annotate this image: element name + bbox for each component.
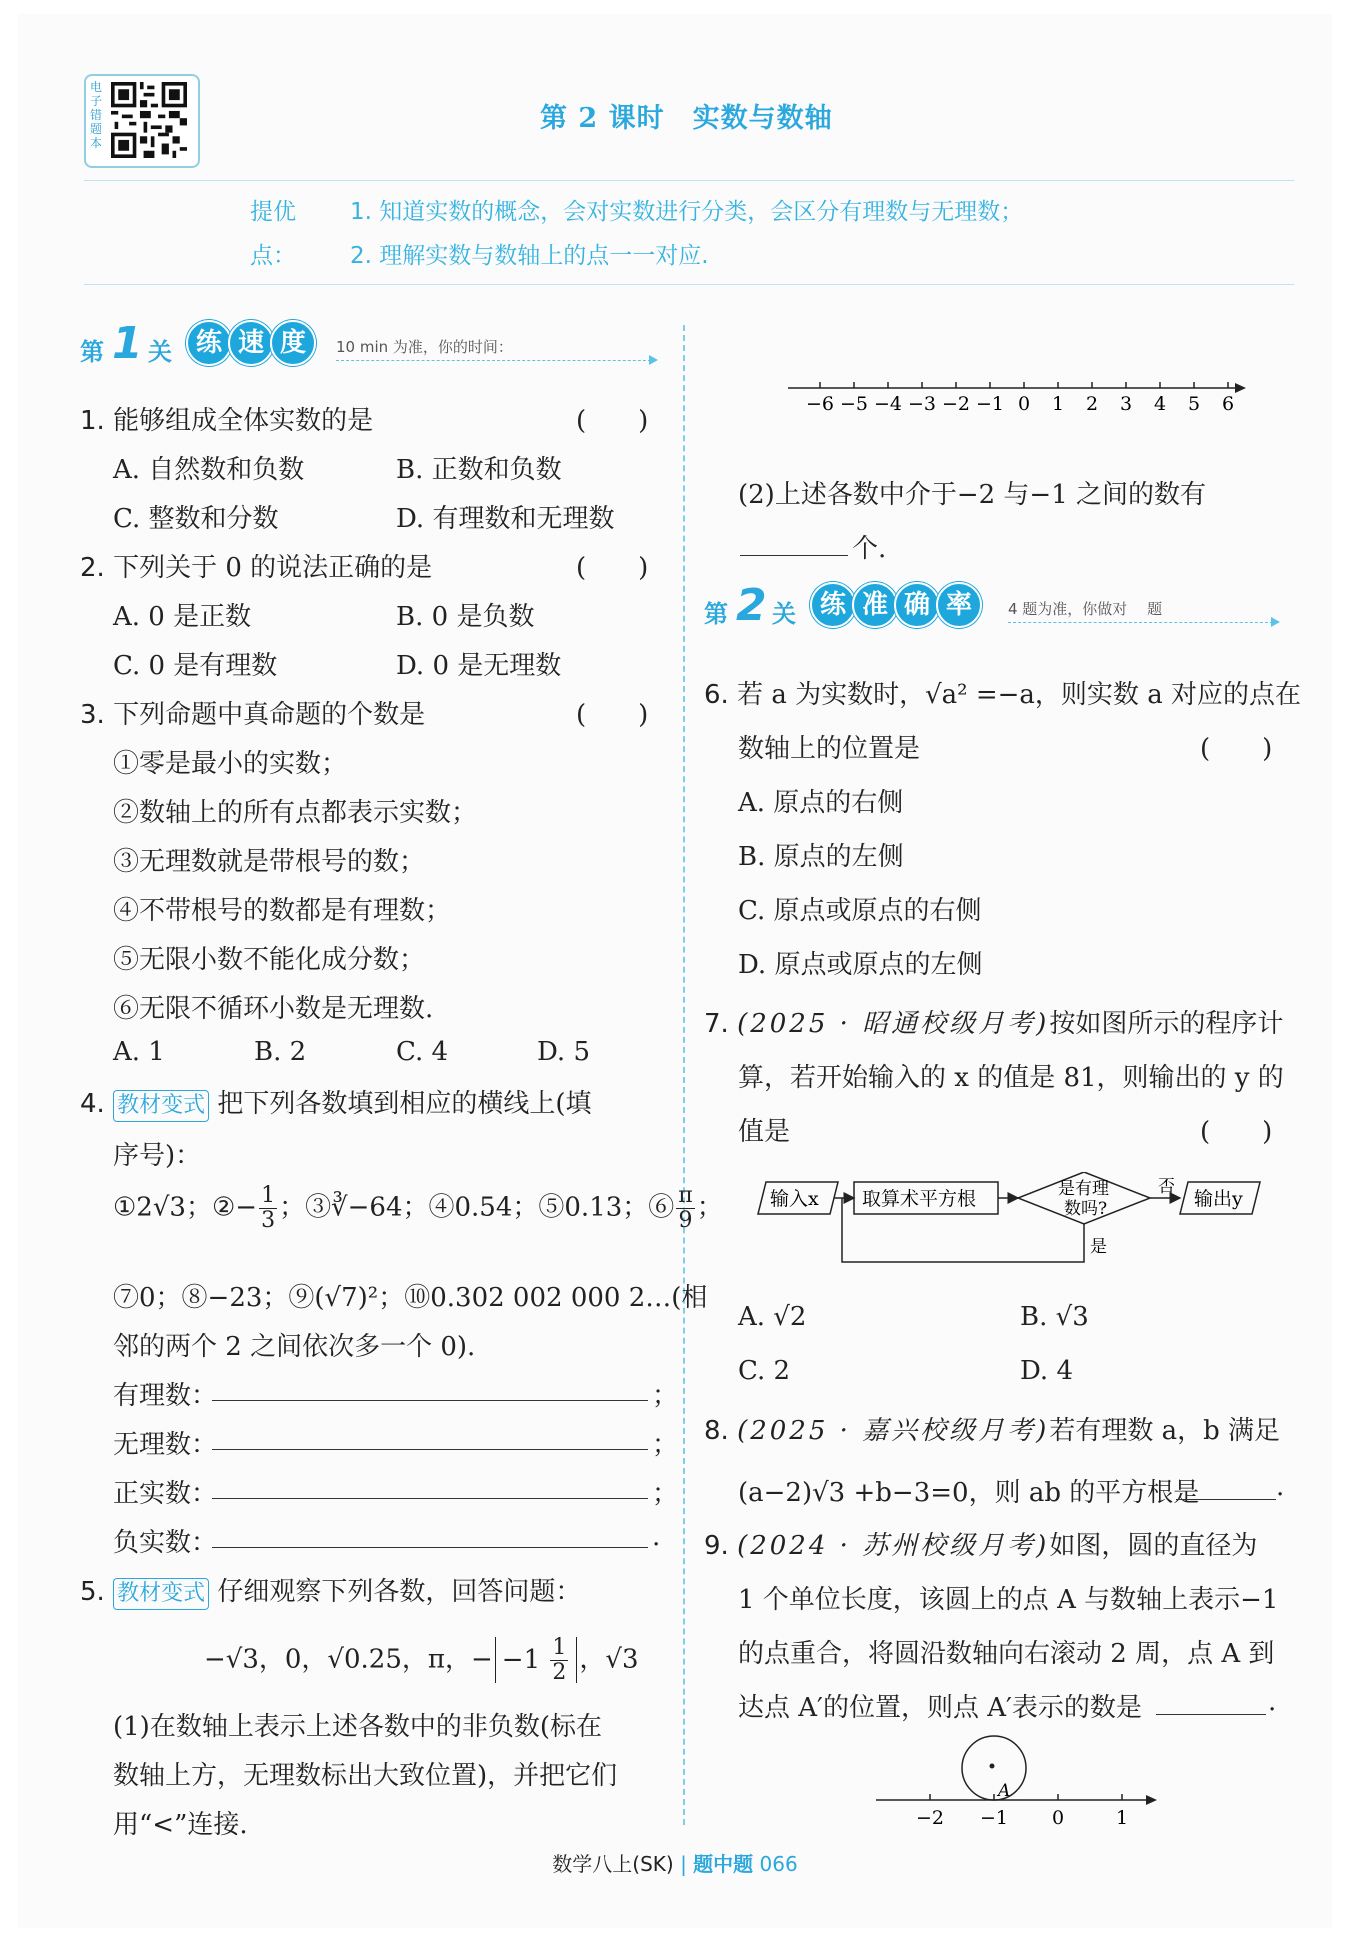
q4-text: 把下列各数填到相应的横线上(填 [217,1089,592,1119]
q5-axis-tick-label: 6 [1221,393,1235,415]
q4-numbers-line1 [113,1184,723,1233]
q4-semicolon: ； [652,1381,679,1411]
section-1-arrow [336,360,656,361]
section-1-number: 1 [112,318,143,369]
q4-positive-blank[interactable] [212,1498,648,1499]
q5-axis-tick-label: −2 [941,393,971,415]
q8-text: 若有理数 a，b 满足 [1049,1416,1281,1446]
q5-axis-tick-label: 2 [1085,393,1099,415]
q8-source: (2025 · 嘉兴校级月考) [737,1416,1050,1446]
section-2-badges [810,582,978,628]
q4-tag: 教材变式 [113,1090,209,1122]
q5-number-line[interactable] [780,368,1250,418]
q2-option-d[interactable]: D. 0 是无理数 [396,651,562,681]
section-1-guan: 关 [148,338,172,366]
q7-source: (2025 · 昭通校级月考) [737,1009,1050,1039]
q1-answer-blank[interactable]: ( ) [576,406,649,436]
q9-text: 如图，圆的直径为 [1049,1531,1258,1561]
section-2-di: 第 [704,600,728,628]
q5-axis-tick-label: −6 [805,393,835,415]
badge-char: 率 [936,582,982,628]
q5-number: 5. [80,1577,105,1607]
objective-1: 1. 知道实数的概念，会对实数进行分类，会区分有理数与无理数； [350,199,1024,225]
q9-axis-tick-label: −1 [979,1807,1009,1829]
q3-stem [80,694,425,731]
q4-negative-blank[interactable] [212,1547,648,1548]
q7-number: 7. [704,1009,729,1039]
section-1-note: 10 min 为准，你的时间： [336,338,513,356]
column-divider [683,325,685,1825]
q1-stem [80,400,373,437]
q5-axis-tick-label: 4 [1153,393,1167,415]
q5-part2-line1: (2)上述各数中介于−2 与−1 之间的数有 [738,480,1207,510]
q3-statement: ②数轴上的所有点都表示实数； [113,798,478,828]
q3-statement: ③无理数就是带根号的数； [113,847,426,877]
q6-option-d[interactable]: D. 原点或原点的左侧 [738,950,983,980]
q4-semicolon: ； [652,1430,679,1460]
q5-axis-tick-label: 5 [1187,393,1201,415]
q9-stem-line3: 的点重合，将圆沿数轴向右滚动 2 周，点 A 到 [738,1639,1275,1669]
q9-answer-blank[interactable] [1156,1714,1266,1715]
q9-stem-line4: 达点 A′的位置，则点 A′表示的数是 [738,1693,1142,1723]
fraction-numerator: π [678,1183,693,1208]
q5-axis-tick-label: 1 [1051,393,1065,415]
qr-code-block[interactable] [84,74,200,168]
q9-period: . [1268,1687,1277,1717]
fraction-denominator: 9 [678,1208,693,1233]
q5-expression [204,1636,639,1685]
q3-statement: ④不带根号的数都是有理数； [113,896,452,926]
q4-irrational-label: 无理数： [113,1430,218,1460]
section-1-badges [186,320,312,366]
q5-axis-tick-label: −4 [873,393,903,415]
footer-separator: | [680,1852,687,1876]
q9-circle-center [990,1764,995,1769]
q2-answer-blank[interactable]: ( ) [576,553,649,583]
footer-page-number: 066 [759,1852,798,1876]
q3-statement: ⑤无限小数不能化成分数； [113,945,426,975]
q1-option-d[interactable]: D. 有理数和无理数 [396,504,615,534]
q8-stem-line2: (a−2)√3 +b−3=0，则 ab 的平方根是 [738,1478,1200,1508]
q7-option-a[interactable]: A. √2 [738,1302,807,1332]
objective-2: 2. 理解实数与数轴上的点一一对应. [350,243,709,269]
fraction-denominator: 2 [552,1660,567,1685]
q4-stem [80,1083,592,1122]
flow-yes-label: 是 [1090,1237,1107,1257]
q8-number: 8. [704,1416,729,1446]
q1-number: 1. [80,406,105,436]
q4-numbers-line3: 邻的两个 2 之间依次多一个 0). [113,1332,476,1362]
q2-text: 下列关于 0 的说法正确的是 [113,553,433,583]
q9-source: (2024 · 苏州校级月考) [737,1531,1050,1561]
q5-stem [80,1571,581,1610]
badge-char: 度 [270,320,316,366]
footer-book: 数学八上(SK) [552,1852,674,1876]
flow-no-label: 否 [1158,1177,1175,1197]
q9-circle [962,1736,1026,1800]
header-rule-top [84,180,1294,181]
q4-rational-blank[interactable] [212,1400,648,1401]
q5-axis-tick-label: −5 [839,393,869,415]
q6-option-a[interactable]: A. 原点的右侧 [738,788,904,818]
q5-part2-blank[interactable] [740,555,848,556]
q4-irrational-blank[interactable] [212,1449,648,1450]
badge-char: 练 [186,320,232,366]
q5-axis-arrow [1235,383,1246,393]
q5-part1-line1: (1)在数轴上表示上述各数中的非负数(标在 [113,1712,602,1742]
q5-axis-tick-label: −1 [975,393,1005,415]
q9-axis-arrow [1146,1795,1157,1805]
q7-option-c[interactable]: C. 2 [738,1356,791,1386]
q6-stem-line2: 数轴上的位置是 [738,734,921,764]
q9-point-label: A [998,1781,1011,1801]
q4-seg: ；③∛−64；④0.54；⑤0.13；⑥ [279,1192,675,1223]
badge-char: 准 [852,582,898,628]
flow-input-label: 输入x [770,1188,819,1210]
page-footer [0,1848,1350,1877]
badge-char: 练 [810,582,856,628]
q7-answer-blank[interactable]: ( ) [1200,1117,1273,1147]
q5-part1-line2: 数轴上方，无理数标出大致位置)，并把它们 [113,1761,618,1791]
q4-semicolon: ； [652,1479,679,1509]
q7-option-d[interactable]: D. 4 [1020,1356,1073,1386]
q3-statement: ⑥无限不循环小数是无理数. [113,994,434,1024]
q6-answer-blank[interactable]: ( ) [1200,734,1273,764]
q4-negative-label: 负实数： [113,1528,218,1558]
q3-option-b[interactable]: B. 2 [254,1037,307,1067]
q4-seg: ； [696,1192,723,1223]
q3-option-a[interactable]: A. 1 [113,1037,165,1067]
fraction-numerator: 1 [261,1183,276,1208]
q5-axis-tick-label: 0 [1017,393,1031,415]
q9-axis-tick-label: 0 [1051,1807,1065,1829]
q6-option-c[interactable]: C. 原点或原点的右侧 [738,896,982,926]
q7-stem-line3: 值是 [738,1117,791,1147]
flow-decision-label-2: 数吗? [1064,1199,1108,1219]
fraction-numerator: 1 [552,1635,567,1660]
flow-output-label: 输出y [1194,1188,1243,1210]
q6-text: 若 a 为实数时，√a² =−a，则实数 a 对应的点在 [737,680,1301,710]
q4-positive-label: 正实数： [113,1479,218,1509]
section-2-heading [704,582,1284,632]
flow-process-label: 取算术平方根 [862,1188,977,1210]
q5-seg: −1 [501,1644,541,1675]
q8-period: . [1276,1472,1285,1502]
flow-decision-label-1: 是有理 [1058,1179,1109,1199]
q4-rational-label: 有理数： [113,1381,218,1411]
q9-stem-line2: 1 个单位长度，该圆上的点 A 与数轴上表示−1 [738,1585,1279,1615]
q6-number: 6. [704,680,729,710]
section-1-di: 第 [80,338,104,366]
q5-part1-line3: 用“<”连接. [113,1810,248,1840]
q5-seg: ，√3 [579,1644,639,1675]
section-2-guan: 关 [772,600,796,628]
q5-text: 仔细观察下列各数，回答问题： [217,1577,582,1607]
q4-fraction-1 [259,1184,277,1233]
q9-stem [704,1525,1257,1562]
q8-answer-blank[interactable] [1176,1499,1276,1500]
footer-series: 题中题 [693,1852,754,1876]
q7-stem-line2: 算，若开始输入的 x 的值是 81，则输出的 y 的 [738,1063,1284,1093]
q8-stem [704,1410,1280,1447]
q4-stem-line2: 序号)： [113,1141,202,1171]
q7-stem [704,1003,1283,1040]
q1-option-c[interactable]: C. 整数和分数 [113,504,279,534]
fraction-denominator: 3 [261,1208,276,1233]
q4-seg: ①2√3；②− [113,1192,258,1223]
section-2-note: 4 题为准，你做对 题 [1008,600,1163,618]
q4-number: 4. [80,1089,105,1119]
q5-seg: −√3，0，√0.25，π，− [204,1644,493,1675]
q2-option-c[interactable]: C. 0 是有理数 [113,651,278,681]
q3-answer-blank[interactable]: ( ) [576,700,649,730]
lesson-title: 第 2 课时 实数与数轴 [540,103,833,134]
badge-char: 速 [228,320,274,366]
q5-axis-ticks [806,382,1234,415]
q2-stem [80,547,432,584]
q3-option-c[interactable]: C. 4 [396,1037,449,1067]
q3-option-d[interactable]: D. 5 [537,1037,590,1067]
qr-code-icon [108,82,190,158]
q4-numbers-line2: ⑦0；⑧−23；⑨(√7)²；⑩0.302 002 000 2…(相 [113,1283,708,1313]
q1-text: 能够组成全体实数的是 [113,406,374,436]
badge-char: 确 [894,582,940,628]
q7-text: 按如图所示的程序计 [1049,1009,1284,1039]
q6-option-b[interactable]: B. 原点的左侧 [738,842,904,872]
q1-option-a[interactable]: A. 自然数和负数 [113,455,305,485]
section-2-number: 2 [736,580,767,631]
objectives-label: 提优点： [250,199,296,269]
q7-option-b[interactable]: B. √3 [1020,1302,1089,1332]
q9-number: 9. [704,1531,729,1561]
qr-label: 电子错题本 [90,80,103,150]
header-rule-bottom [84,284,1294,285]
q5-axis-tick-label: 3 [1119,393,1133,415]
section-1-heading [80,320,660,370]
q5-axis-tick-label: −3 [907,393,937,415]
q3-statement: ①零是最小的实数； [113,749,348,779]
q4-period: . [652,1522,661,1552]
q1-option-b[interactable]: B. 正数和负数 [396,455,562,485]
q5-tag: 教材变式 [113,1578,209,1610]
q9-axis-tick-label: −2 [915,1807,945,1829]
section-2-arrow [1008,622,1278,623]
q4-fraction-2 [676,1184,694,1233]
q5-part2-suffix: 个. [852,534,887,564]
q3-number: 3. [80,700,105,730]
q5-fraction [550,1636,568,1685]
q7-flowchart [754,1172,1274,1282]
q9-axis-tick-label: 1 [1115,1807,1129,1829]
q2-option-b[interactable]: B. 0 是负数 [396,602,535,632]
q6-stem [704,674,1301,711]
q2-number: 2. [80,553,105,583]
q3-text: 下列命题中真命题的个数是 [113,700,426,730]
q9-circle-figure [870,1730,1160,1830]
q2-option-a[interactable]: A. 0 是正数 [113,602,252,632]
